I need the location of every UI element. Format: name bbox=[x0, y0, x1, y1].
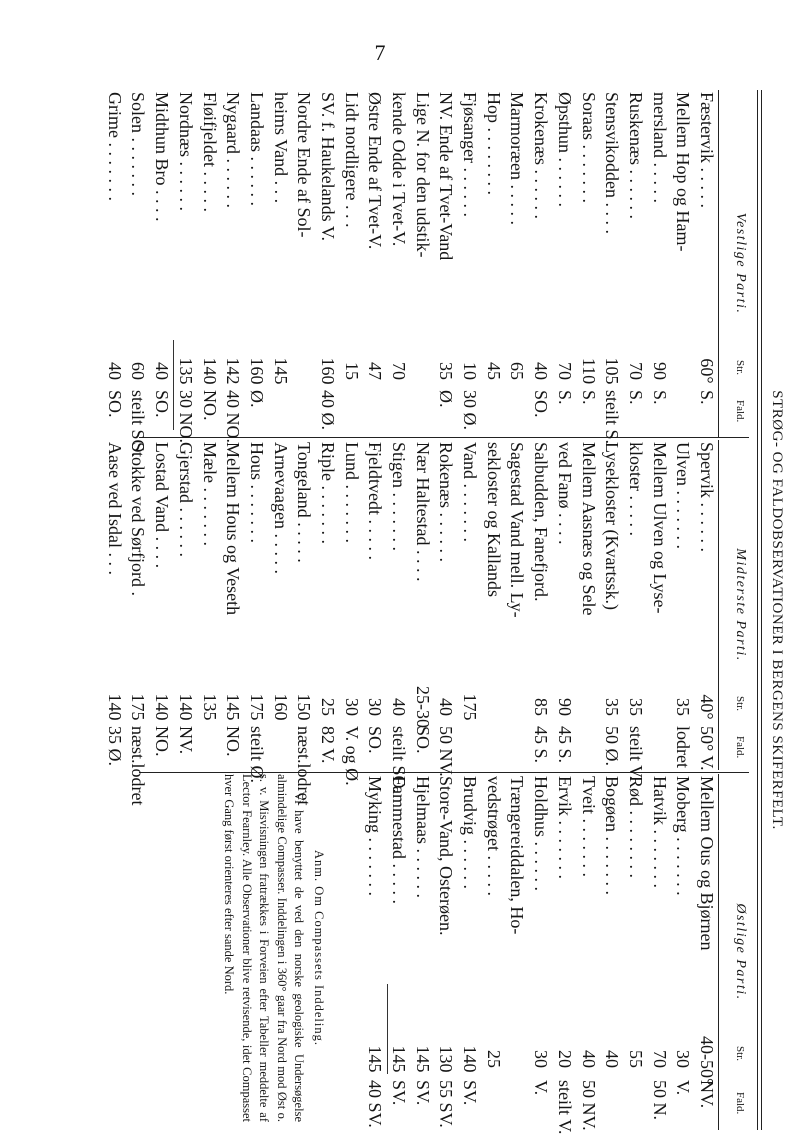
table-row bbox=[434, 90, 458, 437]
strike-value: 160 bbox=[270, 693, 291, 721]
place-name: Marmoræen . . . . . bbox=[507, 92, 528, 225]
strike-value: 55 bbox=[625, 1050, 646, 1068]
header-rule bbox=[718, 774, 719, 1130]
table-row bbox=[197, 440, 221, 770]
dip-value: SO. bbox=[531, 390, 552, 418]
strike-value: 105 bbox=[602, 357, 623, 385]
dip-value: 55 SV. bbox=[436, 1080, 457, 1128]
place-name: Stigen . . . . . . . bbox=[389, 442, 410, 552]
place-name: Tongeland . . . . . bbox=[294, 442, 315, 563]
table-row bbox=[600, 90, 624, 445]
dip-value: SV. bbox=[412, 1080, 433, 1106]
table-row bbox=[315, 440, 339, 770]
place-name: Hous . . . . . . . bbox=[246, 442, 267, 544]
strike-value: 160 bbox=[246, 357, 267, 385]
dip-value: 50 N. bbox=[649, 1080, 670, 1120]
table-row bbox=[173, 440, 197, 770]
table-row bbox=[410, 774, 434, 1130]
strike-value: 175 bbox=[460, 693, 481, 721]
note-text: Vi have benyttet de ved den norske geologiske Undersøgelse almindelige Compasser. Inddelingen i 360° gaar fra Nord mod Øst o. s. v. Misvisningen fratrækkes i Forveien efter Tabeller meddelte af Lector Fearnley. Alle Observationer blive retvisende, idet Compasset hver Gang først orienteres efter sande Nord. bbox=[222, 774, 307, 1122]
dip-value: steilt S. bbox=[602, 390, 623, 445]
table-row bbox=[623, 774, 647, 1130]
str-header: Str. bbox=[734, 696, 746, 711]
place-name: Fæstervik . . . . . bbox=[697, 92, 717, 209]
dip-value: SV. bbox=[389, 1080, 410, 1106]
table-row bbox=[126, 440, 150, 806]
strike-value: 40 bbox=[602, 1050, 623, 1068]
strike-value: 140 bbox=[104, 693, 125, 721]
dip-value: NV. bbox=[697, 1080, 717, 1109]
dip-value: Ø. bbox=[436, 390, 457, 408]
place-name: Bogøen . . . . . . . bbox=[602, 776, 623, 895]
table-row bbox=[339, 440, 363, 786]
table-row bbox=[173, 90, 197, 443]
dip-value: SO. bbox=[152, 390, 173, 418]
top-rule bbox=[761, 90, 762, 1130]
dip-value: 40 SV. bbox=[365, 1080, 386, 1128]
dip-value: næst.lodret bbox=[128, 726, 149, 806]
table-row bbox=[481, 774, 505, 1130]
dip-value: 30 NO. bbox=[175, 390, 196, 443]
strike-value: 40 bbox=[578, 1050, 599, 1068]
strike-value: 40 bbox=[389, 698, 410, 716]
strike-value: 160 bbox=[318, 357, 338, 385]
dip-value: steilt V. bbox=[625, 726, 646, 781]
dip-value: NO. bbox=[199, 390, 220, 421]
place-name: Østre Ende af Tvet-V. bbox=[365, 92, 386, 250]
column-header bbox=[725, 90, 749, 437]
strike-value: 90 bbox=[554, 698, 575, 716]
str-header: Str. bbox=[734, 1046, 746, 1061]
dip-value: SO. bbox=[365, 726, 386, 754]
table-row bbox=[386, 440, 410, 794]
place-name: Lund . . . . . . . bbox=[341, 442, 362, 543]
table-row bbox=[268, 90, 292, 437]
place-name: Lysekloster (Kvartssk.) bbox=[602, 442, 623, 610]
strike-value: 30 bbox=[531, 1050, 552, 1068]
table-row bbox=[671, 774, 695, 1130]
place-name: Vand . . . . . . . bbox=[460, 442, 481, 542]
table-row bbox=[410, 90, 434, 437]
table-row bbox=[481, 90, 505, 437]
place-name: Arnevaagen . . . . . bbox=[270, 442, 291, 574]
strike-value: 45 bbox=[483, 362, 504, 380]
strike-value: 90 bbox=[649, 362, 670, 380]
dip-value: steilt Ø. bbox=[246, 726, 267, 783]
table-row bbox=[102, 90, 126, 437]
place-name: kloster . . . . . bbox=[625, 442, 646, 536]
place-name: Landaas . . . . . . bbox=[246, 92, 267, 206]
strike-value: 25 bbox=[483, 1050, 504, 1068]
place-name: Hjelmaas . . . . . . bbox=[412, 776, 433, 898]
fald-header: Fald. bbox=[734, 1092, 746, 1115]
place-name: Rød . . . . . . . . bbox=[625, 776, 646, 879]
table-row bbox=[244, 440, 268, 783]
strike-value: 145 bbox=[270, 357, 291, 385]
strike-value: 145 bbox=[365, 1045, 386, 1073]
place-name: Nordre Ende af Sol- bbox=[294, 92, 315, 238]
place-name: Stokke ved Sørfjord . bbox=[128, 442, 149, 596]
strike-value: 130 bbox=[436, 1045, 457, 1073]
place-name: vedstrøget . . . . . bbox=[483, 776, 504, 896]
column-ostlige bbox=[363, 774, 749, 1134]
place-name: Mellem Hop og Ham- bbox=[673, 92, 694, 252]
dip-value: 40 NO. bbox=[223, 390, 244, 443]
place-name: Nær Haltestad . . . . bbox=[412, 442, 433, 582]
table-row bbox=[457, 774, 481, 1130]
strike-value: 35 bbox=[602, 698, 623, 716]
strike-value: 65 bbox=[507, 362, 528, 380]
dip-value: NV. bbox=[175, 726, 196, 755]
table-row bbox=[363, 774, 387, 1130]
dip-value: V. bbox=[531, 1080, 552, 1096]
place-name: Soraas . . . . . . . bbox=[578, 92, 599, 203]
row-list bbox=[363, 774, 718, 1134]
section-title: Midterste Parti. bbox=[733, 548, 748, 662]
place-name: Salbudden, Fanefjord. bbox=[531, 442, 552, 602]
place-name: Lidt nordligere . . . bbox=[341, 92, 362, 228]
place-name: Moberg . . . . . . . bbox=[673, 776, 694, 896]
place-name: Sagestad Vand mell. Ly- bbox=[507, 442, 528, 618]
place-name: Hop . . . . . . . . bbox=[483, 92, 504, 195]
strike-value: 47 bbox=[365, 362, 386, 380]
place-name: Solen . . . . . . . bbox=[128, 92, 149, 197]
place-name: Nygaard . . . . . . bbox=[223, 92, 244, 208]
dip-value: 82 V. bbox=[318, 726, 338, 764]
strike-value: 40° bbox=[697, 694, 717, 720]
place-name: Ulven . . . . . . . bbox=[673, 442, 694, 549]
table-row bbox=[126, 90, 150, 458]
strike-value: 60° bbox=[697, 358, 717, 384]
dip-value: steilt SO. bbox=[389, 726, 410, 794]
strike-value: 40 bbox=[104, 362, 125, 380]
place-name: Rokenæs . . . . . . bbox=[436, 442, 457, 563]
place-name: Grime . . . . . . . bbox=[104, 92, 125, 201]
table-row bbox=[150, 440, 174, 770]
table-row bbox=[481, 440, 505, 770]
table-row bbox=[505, 90, 529, 437]
strike-value: 135 bbox=[175, 357, 196, 385]
table-row bbox=[623, 90, 647, 437]
strike-value: 40 bbox=[152, 362, 173, 380]
column-header bbox=[725, 440, 749, 770]
place-name: Spervik . . . . . . bbox=[697, 442, 717, 552]
strike-value: 25 bbox=[318, 698, 338, 716]
dip-value: 40 Ø. bbox=[318, 390, 338, 430]
dip-value: 35 Ø. bbox=[104, 726, 125, 766]
place-name: sekloster og Kallands bbox=[483, 442, 504, 597]
place-name: Fjeldtvedt . . . . . bbox=[365, 442, 386, 560]
place-name: Lige N. for den udstik- bbox=[412, 92, 433, 258]
dip-value: S. bbox=[578, 390, 599, 405]
place-name: Stensvikodden . . . . bbox=[602, 92, 623, 234]
table-row bbox=[221, 440, 245, 770]
strike-value: 30 bbox=[365, 698, 386, 716]
str-header: Str. bbox=[734, 360, 746, 375]
place-name: Aase ved Isdal . . . bbox=[104, 442, 125, 575]
table-row bbox=[505, 440, 529, 770]
strike-value: 15 bbox=[341, 362, 362, 380]
dip-value: SO. bbox=[104, 390, 125, 418]
row-list bbox=[102, 440, 718, 806]
dip-value: 45 S. bbox=[531, 726, 552, 764]
table-row bbox=[576, 90, 600, 437]
place-name: Tveit . . . . . . . bbox=[578, 776, 599, 877]
separator-rule bbox=[173, 340, 174, 430]
strike-value: 145 bbox=[412, 1045, 433, 1073]
strike-value: 20 bbox=[554, 1050, 575, 1068]
table-row bbox=[600, 774, 624, 1130]
dip-value: 50 NV. bbox=[578, 1080, 599, 1131]
dip-value: 50 NV. bbox=[436, 726, 457, 777]
dip-value: 30 Ø. bbox=[460, 390, 481, 430]
dip-value: V. og Ø. bbox=[341, 726, 362, 786]
dip-value: steilt V. bbox=[554, 1080, 575, 1134]
table-row bbox=[386, 90, 410, 437]
fald-header: Fald. bbox=[734, 736, 746, 759]
place-name: Fammestad . . . . . bbox=[389, 776, 410, 904]
table-row bbox=[671, 90, 695, 437]
place-name: Mæle . . . . . . . bbox=[199, 442, 220, 547]
strike-value: 25-30 bbox=[412, 686, 433, 728]
table-row bbox=[694, 774, 718, 1130]
strike-value: 10 bbox=[460, 362, 481, 380]
place-name: Øpsthun . . . . . . bbox=[554, 92, 575, 208]
table-row bbox=[315, 90, 339, 437]
column-header bbox=[725, 774, 749, 1130]
place-name: Ruskenæs . . . . . . bbox=[625, 92, 646, 220]
place-name: Trængereiddalen, Ho- bbox=[507, 776, 528, 935]
strike-value: 175 bbox=[128, 693, 149, 721]
dip-value: 50° V. bbox=[697, 726, 717, 771]
table-row bbox=[150, 90, 174, 437]
place-name: Mellem Hous og Veseth bbox=[223, 442, 244, 616]
strike-value: 30 bbox=[673, 1050, 694, 1068]
place-name: Holdhus . . . . . . bbox=[531, 776, 552, 892]
table-row bbox=[552, 90, 576, 437]
place-name: kende Odde i Tvet-V. bbox=[389, 92, 410, 247]
table-row bbox=[197, 90, 221, 437]
table-row bbox=[529, 440, 553, 770]
separator-rule bbox=[387, 984, 388, 1074]
place-name: Krokenæs . . . . . . bbox=[531, 92, 552, 219]
strike-value: 140 bbox=[152, 693, 173, 721]
strike-value: 70 bbox=[625, 362, 646, 380]
table-row bbox=[647, 440, 671, 770]
compass-note bbox=[220, 774, 327, 1122]
strike-value: 35 bbox=[673, 698, 694, 716]
place-name: Brudvig . . . . . . bbox=[460, 776, 481, 890]
table-row bbox=[102, 440, 126, 770]
strike-value: 145 bbox=[389, 1045, 410, 1073]
table-row bbox=[623, 440, 647, 781]
place-name: Mellem Ous og Bjørnen bbox=[697, 776, 717, 951]
dip-value: steilt SO. bbox=[128, 390, 149, 458]
table-row bbox=[694, 440, 718, 770]
strike-value: 140 bbox=[199, 357, 220, 385]
dip-value: NO. bbox=[223, 726, 244, 757]
section-title: Vestlige Parti. bbox=[733, 212, 748, 315]
note-title: Anm. Om Compassets Inddeling. bbox=[312, 849, 326, 1046]
section-title: Østlige Parti. bbox=[733, 903, 748, 1001]
strike-value: 70 bbox=[389, 362, 410, 380]
table-row bbox=[457, 90, 481, 437]
dip-value: SV. bbox=[460, 1080, 481, 1106]
place-name: Nordnæs . . . . . . bbox=[175, 92, 196, 212]
strike-value: 40-50° bbox=[697, 1036, 717, 1086]
dip-value: 45 S. bbox=[554, 726, 575, 764]
table-row bbox=[268, 440, 292, 770]
table-row bbox=[647, 774, 671, 1130]
column-vestlige bbox=[102, 90, 749, 458]
place-name: Mellem Aasnæs og Sele bbox=[578, 442, 599, 616]
dip-value: S. bbox=[697, 390, 717, 405]
table-row bbox=[339, 90, 363, 437]
table-row bbox=[529, 90, 553, 437]
table-row bbox=[410, 440, 434, 770]
fald-header: Fald. bbox=[734, 400, 746, 423]
strike-value: 140 bbox=[175, 693, 196, 721]
table-row bbox=[671, 440, 695, 770]
strike-value: 70 bbox=[554, 362, 575, 380]
table-row bbox=[647, 90, 671, 437]
dip-value: S. bbox=[554, 390, 575, 405]
dip-value: NO. bbox=[152, 726, 173, 757]
dip-value: S. bbox=[649, 390, 670, 405]
table-row bbox=[434, 440, 458, 777]
place-name: heims Vand . . . bbox=[270, 92, 291, 204]
strike-value: 30 bbox=[341, 698, 362, 716]
table-row bbox=[505, 774, 529, 1130]
place-name: Fløifjeldet . . . . . bbox=[199, 92, 220, 212]
place-name: Myking . . . . . . . bbox=[365, 776, 386, 897]
strike-value: 145 bbox=[223, 693, 244, 721]
table-row bbox=[363, 90, 387, 437]
table-row bbox=[552, 774, 576, 1134]
place-name: Lostad Vand . . . . bbox=[152, 442, 173, 569]
strike-value: 175 bbox=[246, 693, 267, 721]
place-name: Riple . . . . . . . bbox=[318, 442, 338, 544]
table-row bbox=[434, 774, 458, 1130]
strike-value: 85 bbox=[531, 698, 552, 716]
strike-value: 40 bbox=[436, 698, 457, 716]
strike-value: 70 bbox=[649, 1050, 670, 1068]
column-midterste bbox=[102, 440, 749, 806]
header-rule bbox=[718, 90, 719, 437]
table-row bbox=[576, 774, 600, 1130]
place-name: NV. Ende af Tvet-Vand bbox=[436, 92, 457, 261]
table-row bbox=[244, 90, 268, 437]
place-name: Midthun Bro . . . . bbox=[152, 92, 173, 222]
table-row bbox=[552, 440, 576, 770]
place-name: ved Fanø . . . . bbox=[554, 442, 575, 545]
place-name: SV. f. Haukelands V. bbox=[318, 92, 338, 242]
table-row bbox=[529, 774, 553, 1130]
header-rule bbox=[718, 440, 719, 770]
place-name: Fjøsanger . . . . . . bbox=[460, 92, 481, 217]
table-row bbox=[221, 90, 245, 443]
strike-value: 140 bbox=[460, 1045, 481, 1073]
strike-value: 35 bbox=[436, 362, 457, 380]
table-row bbox=[600, 440, 624, 770]
dip-value: SO. bbox=[412, 726, 433, 754]
table-row bbox=[694, 90, 718, 437]
place-name: Mellem Ulven og Lyse- bbox=[649, 442, 670, 614]
strike-value: 60 bbox=[128, 362, 149, 380]
dip-value: lodret bbox=[673, 726, 694, 768]
table-row bbox=[292, 90, 316, 437]
strike-value: 142 bbox=[223, 357, 244, 385]
place-name: Gjerstad . . . . . . bbox=[175, 442, 196, 557]
place-name: Ervik . . . . . . . bbox=[554, 776, 575, 879]
table-row bbox=[576, 440, 600, 770]
table-row bbox=[292, 440, 316, 806]
strike-value: 35 bbox=[625, 698, 646, 716]
row-list bbox=[102, 90, 718, 458]
place-name: mersland . . . . . bbox=[649, 92, 670, 203]
dip-value: næst.lodret bbox=[294, 726, 315, 806]
table-row bbox=[386, 774, 410, 1130]
page-number: 7 bbox=[374, 40, 386, 65]
strike-value: 110 bbox=[578, 357, 599, 385]
place-name: Store-Vand, Osterøen. bbox=[436, 776, 457, 936]
page-title: STRØG- OG FALDOBSERVATIONER I BERGENS SKIFERFELT. bbox=[769, 390, 785, 830]
table-row bbox=[363, 440, 387, 770]
strike-value: 135 bbox=[199, 693, 220, 721]
strike-value: 150 bbox=[294, 693, 315, 721]
table-row bbox=[457, 440, 481, 770]
strike-value: 40 bbox=[531, 362, 552, 380]
rotated-table-page bbox=[7, 90, 787, 1134]
dip-value: Ø. bbox=[246, 390, 267, 408]
dip-value: V. bbox=[673, 1080, 694, 1096]
dip-value: S. bbox=[625, 390, 646, 405]
place-name: Hatvik . . . . . . . bbox=[649, 776, 670, 888]
top-rule-inner bbox=[757, 90, 758, 1130]
dip-value: 50 Ø. bbox=[602, 726, 623, 766]
